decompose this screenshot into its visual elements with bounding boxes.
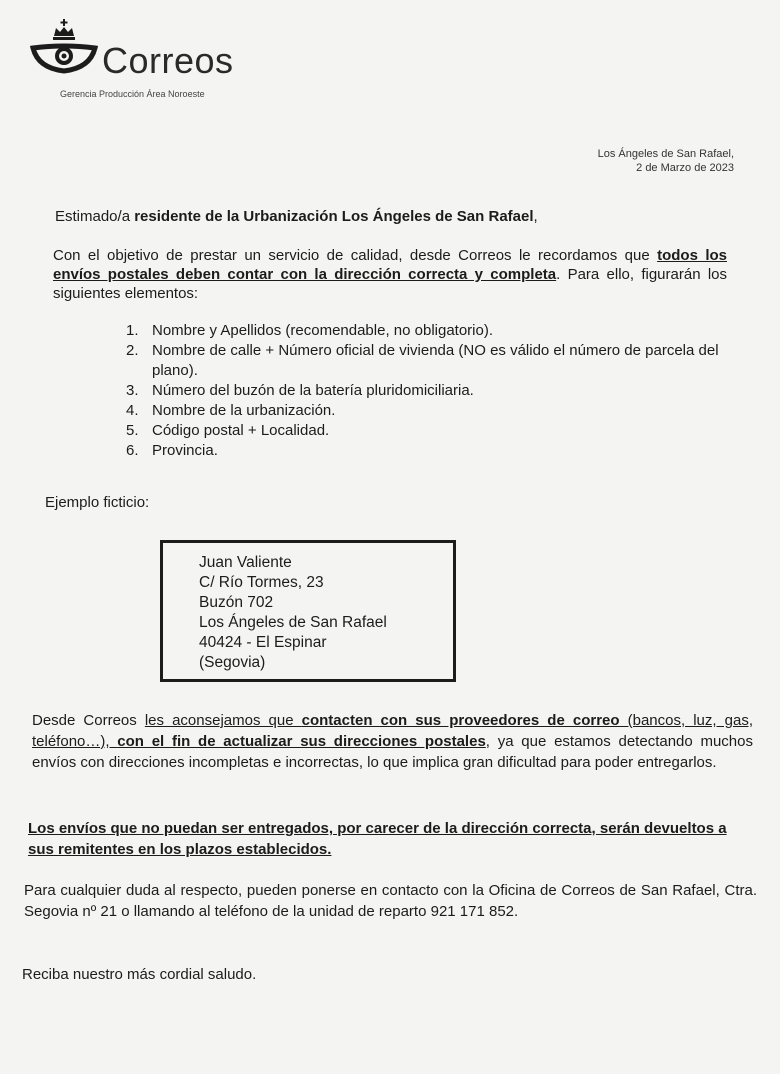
address-line: Juan Valiente xyxy=(199,554,292,571)
list-text: Nombre de la urbanización. xyxy=(152,402,336,419)
list-item xyxy=(126,341,736,381)
example-address-box xyxy=(160,540,456,682)
list-text: Nombre y Apellidos (recomendable, no obligatorio). xyxy=(152,322,494,339)
horn-crown-icon xyxy=(30,18,100,78)
greeting-suffix: , xyxy=(533,208,538,225)
list-text: Provincia. xyxy=(152,442,218,459)
advice-bold-1: contacten con sus proveedores de correo xyxy=(301,712,620,729)
address-line: Buzón 702 xyxy=(199,594,274,611)
address-line: (Segovia) xyxy=(199,654,266,671)
list-text: Código postal + Localidad. xyxy=(152,422,330,439)
closing-line: Reciba nuestro más cordial saludo. xyxy=(22,966,257,983)
list-item xyxy=(126,381,736,401)
advice-underlined-1: les aconsejamos que xyxy=(144,712,302,729)
list-item xyxy=(126,401,736,421)
address-line: 40424 - El Espinar xyxy=(199,634,327,651)
place-date xyxy=(598,147,734,175)
list-number: 5. xyxy=(126,422,139,439)
contact-paragraph: Para cualquier duda al respecto, pueden ponerse en contacto con la Oficina de Correos de San Rafael, Ctra. Segovia nº 21 o llamando al teléfono de la unidad de reparto 921 171 852. xyxy=(24,882,757,920)
list-text: Número del buzón de la batería pluridomiciliaria. xyxy=(152,382,474,399)
intro-text-2: . Para ello, figurarán los siguientes elementos: xyxy=(53,266,727,302)
address-line: Los Ángeles de San Rafael xyxy=(199,614,387,631)
requirements-list xyxy=(126,321,736,461)
list-item xyxy=(126,421,736,441)
intro-paragraph xyxy=(53,246,727,303)
intro-text-1: Con el objetivo de prestar un servicio de calidad, desde Correos le recordamos que xyxy=(53,247,658,264)
advice-text-2: , ya que estamos detectando muchos envíos con direcciones incompletas e incorrectas, lo que implica gran dificultad para poder entregarlos. xyxy=(32,733,753,771)
example-label: Ejemplo ficticio: xyxy=(45,494,150,511)
greeting xyxy=(55,208,538,225)
list-item xyxy=(126,321,736,341)
list-number: 2. xyxy=(126,342,139,359)
list-number: 1. xyxy=(126,322,139,339)
advice-text-1: Desde Correos xyxy=(32,712,145,729)
date: 2 de Marzo de 2023 xyxy=(636,162,734,174)
advice-paragraph xyxy=(32,710,753,773)
advice-underlined-2: (bancos, luz, gas, teléfono…), xyxy=(32,712,753,750)
place: Los Ángeles de San Rafael, xyxy=(597,148,734,160)
logo-subtitle: Gerencia Producción Área Noroeste xyxy=(60,89,205,99)
list-item xyxy=(126,441,736,461)
list-number: 4. xyxy=(126,402,139,419)
list-text: Nombre de calle + Número oficial de vivienda (NO es válido el número de parcela del plano). xyxy=(152,342,719,379)
greeting-recipient: residente de la Urbanización Los Ángeles de San Rafael xyxy=(134,208,534,225)
address-lines xyxy=(199,553,387,673)
intro-emphasis: todos los envíos postales deben contar con la dirección correcta y completa xyxy=(53,247,728,283)
list-number: 6. xyxy=(126,442,139,459)
advice-bold-2: con el fin de actualizar sus direcciones postales xyxy=(117,733,486,750)
greeting-prefix: Estimado/a xyxy=(55,208,135,225)
warning-paragraph: Los envíos que no puedan ser entregados, por carecer de la dirección correcta, serán devueltos a sus remitentes en los plazos establecidos. xyxy=(28,820,727,858)
list-number: 3. xyxy=(126,382,139,399)
address-line: C/ Río Tormes, 23 xyxy=(199,574,324,591)
logo-wordmark: Correos xyxy=(102,40,234,81)
